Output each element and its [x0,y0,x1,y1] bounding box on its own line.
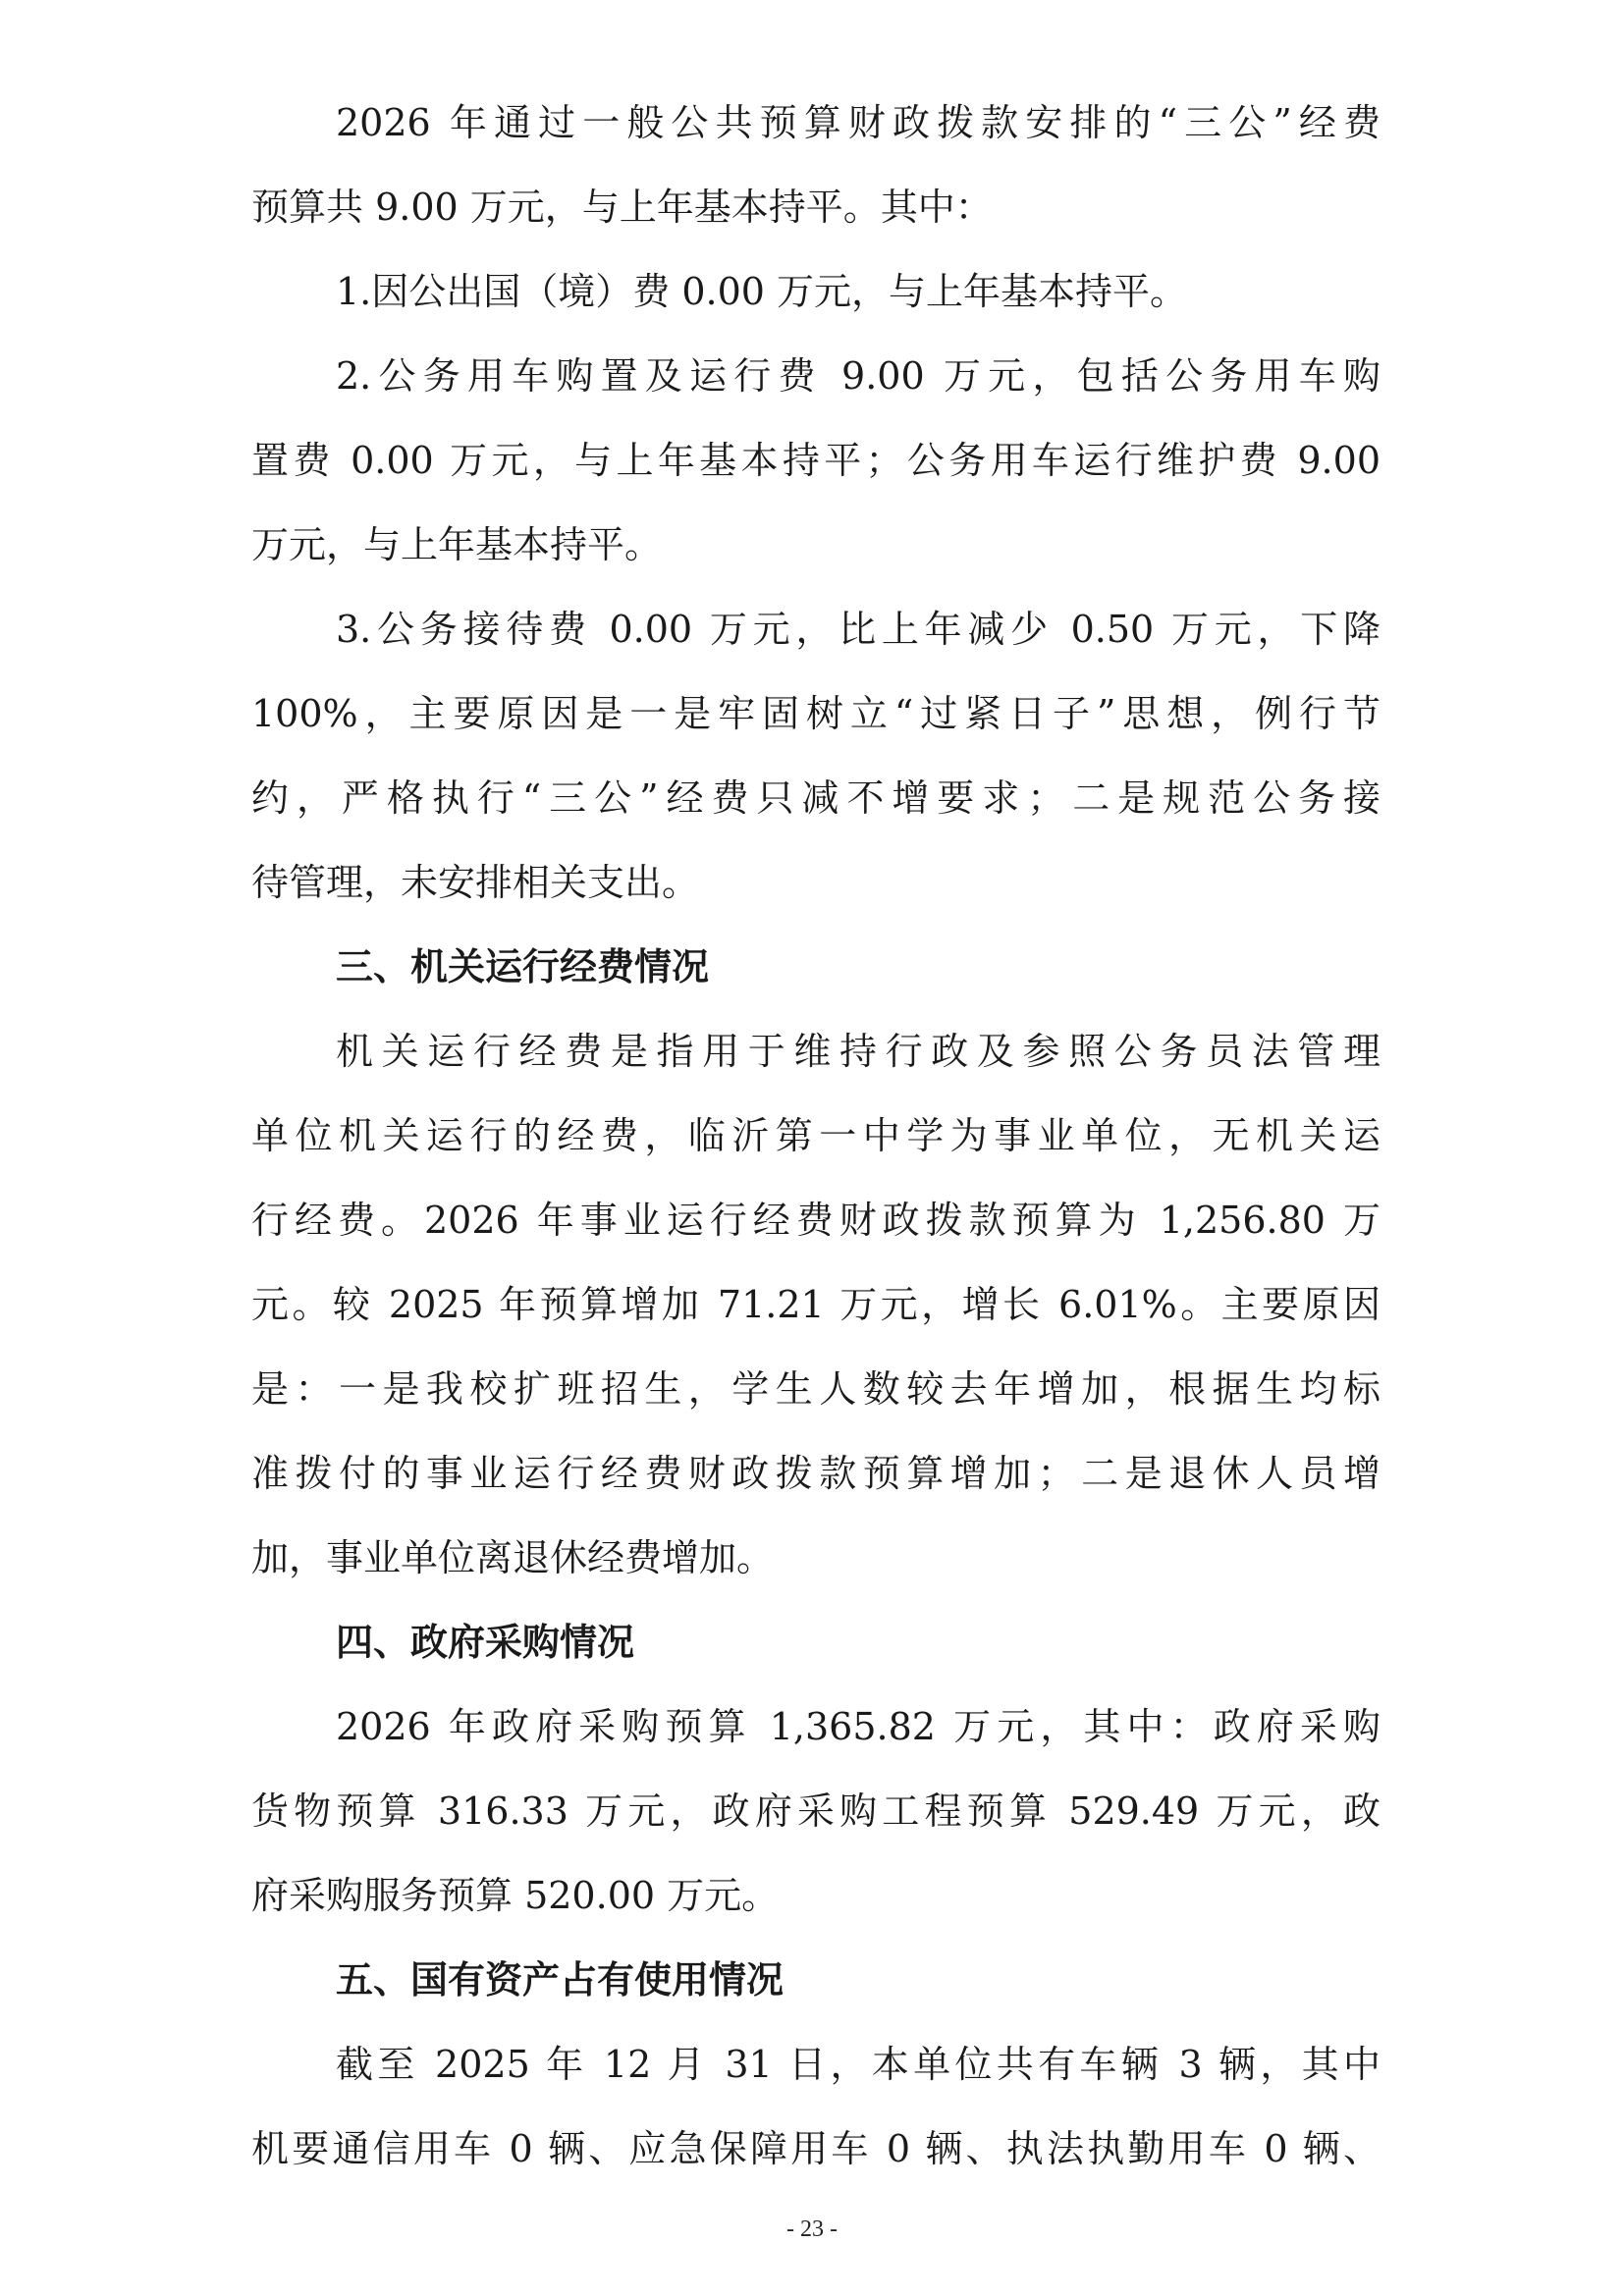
section-heading: 五、国有资产占有使用情况 [336,1958,785,2002]
paragraph-line: 置费 0.00 万元，与上年基本持平；公务用车运行维护费 9.00 [251,439,1380,482]
section-heading: 四、政府采购情况 [336,1621,635,1664]
paragraph-line: 是：一是我校扩班招生，学生人数较去年增加，根据生均标 [251,1367,1380,1411]
paragraph-line: 1.因公出国（境）费 0.00 万元，与上年基本持平。 [336,270,1188,313]
paragraph-line: 约，严格执行“三公”经费只减不增要求；二是规范公务接 [251,776,1380,820]
paragraph-line: 单位机关运行的经费，临沂第一中学为事业单位，无机关运 [251,1114,1380,1157]
paragraph-line: 待管理，未安排相关支出。 [251,861,700,904]
page-number: - 23 - [786,2216,838,2242]
paragraph-line: 机要通信用车 0 辆、应急保障用车 0 辆、执法执勤用车 0 辆、 [251,2127,1380,2170]
paragraph-line: 元。较 2025 年预算增加 71.21 万元，增长 6.01%。主要原因 [251,1283,1380,1326]
paragraph-line: 截至 2025 年 12 月 31 日，本单位共有车辆 3 辆，其中 [336,2043,1380,2086]
paragraph-line: 机关运行经费是指用于维持行政及参照公务员法管理 [336,1030,1380,1073]
paragraph-line: 2026 年通过一般公共预算财政拨款安排的“三公”经费 [336,101,1380,144]
paragraph-line: 行经费。2026 年事业运行经费财政拨款预算为 1,256.80 万 [251,1199,1380,1242]
paragraph-line: 府采购服务预算 520.00 万元。 [251,1874,780,1917]
paragraph-line: 货物预算 316.33 万元，政府采购工程预算 529.49 万元，政 [251,1789,1380,1833]
paragraph-line: 准拨付的事业运行经费财政拨款预算增加；二是退休人员增 [251,1452,1380,1495]
paragraph-line: 100%，主要原因是一是牢固树立“过紧日子”思想，例行节 [251,692,1380,735]
paragraph-line: 万元，与上年基本持平。 [251,523,663,566]
paragraph-line: 预算共 9.00 万元，与上年基本持平。其中： [251,186,993,229]
section-heading: 三、机关运行经费情况 [336,945,710,988]
paragraph-line: 3.公务接待费 0.00 万元，比上年减少 0.50 万元，下降 [336,608,1380,651]
paragraph-line: 2.公务用车购置及运行费 9.00 万元，包括公务用车购 [336,354,1380,398]
paragraph-line: 2026 年政府采购预算 1,365.82 万元，其中：政府采购 [336,1705,1380,1748]
paragraph-line: 加，事业单位离退休经费增加。 [251,1536,775,1579]
